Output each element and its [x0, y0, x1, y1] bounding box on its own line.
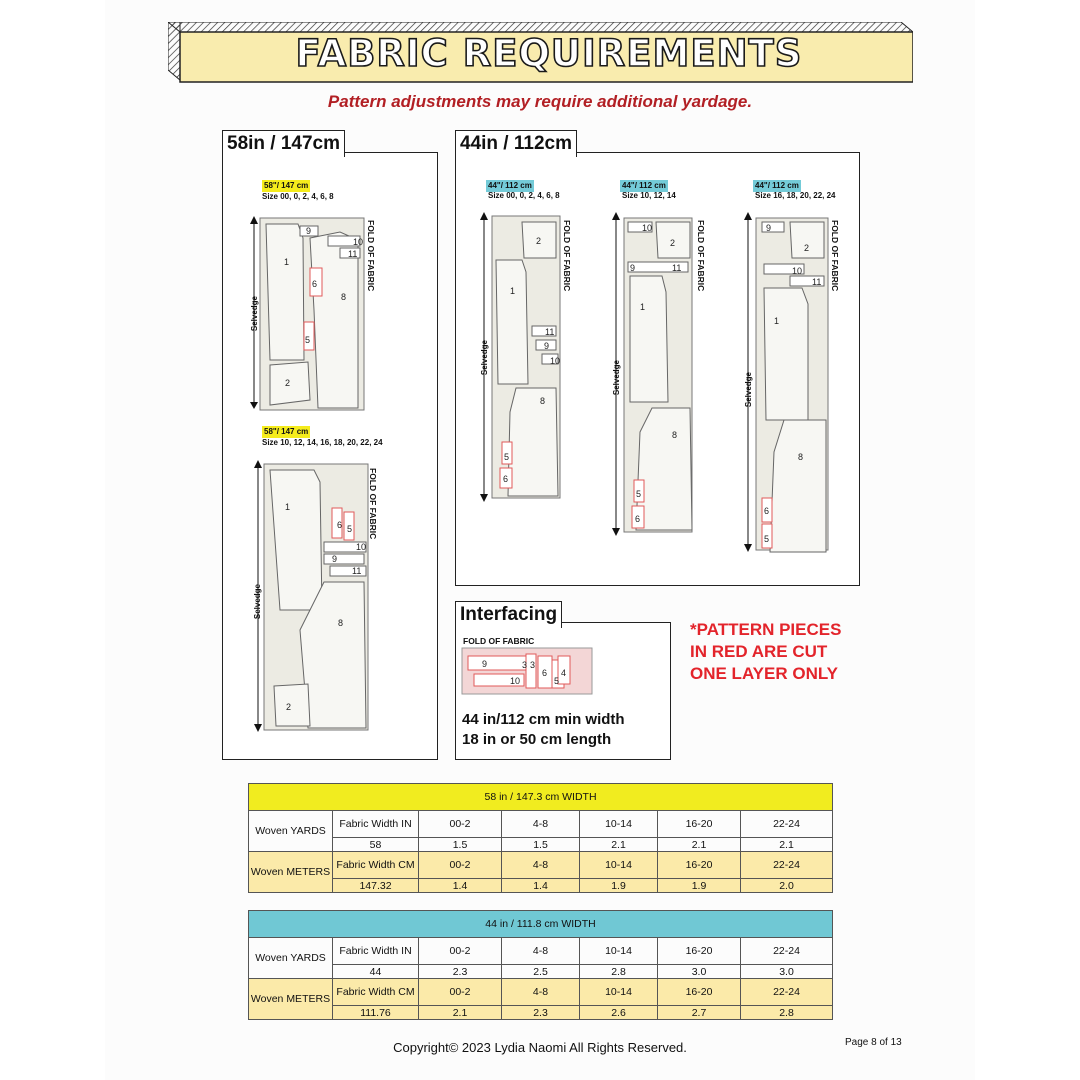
requirements-table-44in — [248, 910, 833, 1020]
size-tag: 44"/ 112 cm — [622, 181, 666, 190]
fabric-width-in-label: Fabric Width IN — [333, 811, 419, 838]
svg-text:11: 11 — [352, 566, 362, 576]
svg-text:10: 10 — [356, 542, 367, 552]
selvedge-label: Selvedge — [253, 584, 262, 620]
fold-label: FOLD OF FABRIC — [368, 468, 378, 540]
svg-text:6: 6 — [503, 474, 509, 484]
svg-text:6: 6 — [337, 520, 343, 530]
fabric-width-cm-label: Fabric Width CM — [333, 979, 419, 1006]
svg-text:8: 8 — [540, 396, 546, 406]
svg-text:8: 8 — [672, 430, 678, 440]
svg-text:2: 2 — [536, 236, 542, 246]
size-header: 16-20 — [658, 979, 741, 1006]
svg-text:11: 11 — [348, 249, 358, 259]
size-list: Size 10, 12, 14, 16, 18, 20, 22, 24 — [262, 438, 383, 447]
svg-text:5: 5 — [504, 452, 510, 462]
subtitle: Pattern adjustments may require additional yardage. — [327, 92, 753, 111]
interfacing-width: 44 in/112 cm min width — [462, 711, 625, 728]
fabric-width-in-label: Fabric Width IN — [333, 938, 419, 965]
svg-text:9: 9 — [630, 263, 636, 273]
svg-text:9: 9 — [766, 223, 772, 233]
svg-text:8: 8 — [341, 292, 347, 302]
svg-text:2: 2 — [804, 243, 810, 253]
cutting-layout-44-size2 — [612, 212, 697, 537]
svg-text:9: 9 — [544, 341, 550, 351]
row-label-meters: Woven METERS — [249, 852, 333, 893]
svg-text:4: 4 — [561, 668, 567, 678]
size-header: 16-20 — [658, 938, 741, 965]
size-header: 22-24 — [741, 979, 833, 1006]
yards-cell: 2.5 — [502, 965, 580, 979]
svg-text:11: 11 — [545, 327, 555, 337]
size-header: 16-20 — [658, 811, 741, 838]
svg-text:9: 9 — [306, 226, 312, 236]
page-title: FABRIC REQUIREMENTS — [295, 32, 803, 75]
size-tag: 58"/ 147 cm — [264, 427, 309, 436]
meters-cell: 2.6 — [580, 1006, 658, 1020]
meters-cell: 1.4 — [419, 879, 502, 893]
size-list: Size 00, 0, 2, 4, 6, 8 — [262, 192, 334, 201]
size-tag: 58"/ 147 cm — [264, 181, 309, 190]
selvedge-label: Selvedge — [744, 372, 753, 408]
svg-text:5: 5 — [347, 524, 353, 534]
cutting-layout-44-size3 — [744, 212, 832, 552]
fold-label: FOLD OF FABRIC — [366, 220, 376, 292]
requirements-table-58in — [248, 783, 833, 893]
red-pieces-note: *PATTERN PIECES IN RED ARE CUT ONE LAYER ONLY — [690, 620, 842, 683]
svg-text:10: 10 — [642, 223, 653, 233]
fold-label: FOLD OF FABRIC — [696, 220, 706, 292]
selvedge-label: Selvedge — [612, 360, 621, 396]
meters-cell: 1.9 — [580, 879, 658, 893]
svg-text:1: 1 — [640, 302, 646, 312]
size-header: 22-24 — [741, 938, 833, 965]
yards-cell: 2.1 — [580, 838, 658, 852]
page-number: Page 8 of 13 — [845, 1037, 902, 1048]
copyright: Copyright© 2023 Lydia Naomi All Rights Reserved. — [393, 1040, 687, 1055]
interfacing-layout — [460, 646, 595, 696]
svg-text:8: 8 — [798, 452, 804, 462]
size-header: 22-24 — [741, 852, 833, 879]
size-header: 22-24 — [741, 811, 833, 838]
svg-text:1: 1 — [774, 316, 780, 326]
yards-cell: 2.8 — [580, 965, 658, 979]
size-header: 10-14 — [580, 852, 658, 879]
svg-text:2: 2 — [286, 702, 292, 712]
svg-text:1: 1 — [285, 502, 291, 512]
size-header: 4-8 — [502, 852, 580, 879]
fabric-width-cm: 147.32 — [333, 879, 419, 893]
cutting-layout-44-size1 — [480, 212, 565, 502]
yards-cell: 2.3 — [419, 965, 502, 979]
meters-cell: 2.3 — [502, 1006, 580, 1020]
meters-cell: 2.7 — [658, 1006, 741, 1020]
svg-text:5: 5 — [764, 534, 770, 544]
size-header: 4-8 — [502, 811, 580, 838]
yards-cell: 3.0 — [741, 965, 833, 979]
svg-text:6: 6 — [764, 506, 770, 516]
svg-text:9: 9 — [482, 659, 488, 669]
size-header: 00-2 — [419, 811, 502, 838]
meters-cell: 1.9 — [658, 879, 741, 893]
svg-text:9: 9 — [332, 554, 338, 564]
meters-cell: 2.1 — [419, 1006, 502, 1020]
interfacing-length: 18 in or 50 cm length — [462, 731, 612, 748]
size-header: 00-2 — [419, 938, 502, 965]
size-list: Size 00, 0, 2, 4, 6, 8 — [488, 191, 560, 200]
fabric-width-cm-label: Fabric Width CM — [333, 852, 419, 879]
svg-text:6: 6 — [312, 279, 318, 289]
svg-text:8: 8 — [338, 618, 344, 628]
svg-text:2: 2 — [285, 378, 291, 388]
svg-text:1: 1 — [510, 286, 516, 296]
panel-44in-heading: 44in / 112cm — [455, 130, 577, 157]
panel-58in-heading: 58in / 147cm — [222, 130, 345, 157]
svg-text:11: 11 — [812, 277, 822, 287]
yards-cell: 2.1 — [741, 838, 833, 852]
size-tag: 44"/ 112 cm — [488, 181, 532, 190]
selvedge-label: Selvedge — [480, 340, 489, 376]
table-header: 58 in / 147.3 cm WIDTH — [249, 784, 833, 811]
fold-label: FOLD OF FABRIC — [830, 220, 840, 292]
size-header: 00-2 — [419, 979, 502, 1006]
size-header: 4-8 — [502, 938, 580, 965]
size-header: 10-14 — [580, 938, 658, 965]
size-list: Size 10, 12, 14 — [622, 191, 676, 200]
size-header: 4-8 — [502, 979, 580, 1006]
svg-text:5: 5 — [554, 676, 560, 686]
svg-text:11: 11 — [672, 263, 682, 273]
row-label-yards: Woven YARDS — [249, 811, 333, 852]
svg-text:10: 10 — [353, 237, 364, 247]
selvedge-label: Selvedge — [250, 296, 259, 332]
svg-text:1: 1 — [284, 257, 290, 267]
svg-text:3: 3 — [522, 660, 528, 670]
svg-text:10: 10 — [510, 676, 521, 686]
row-label-meters: Woven METERS — [249, 979, 333, 1020]
size-list: Size 16, 18, 20, 22, 24 — [755, 191, 836, 200]
yards-cell: 3.0 — [658, 965, 741, 979]
svg-text:6: 6 — [635, 514, 641, 524]
size-tag: 44"/ 112 cm — [755, 181, 799, 190]
interfacing-heading: Interfacing — [455, 601, 562, 628]
svg-text:10: 10 — [550, 356, 561, 366]
size-header: 00-2 — [419, 852, 502, 879]
cutting-layout-58-small — [248, 210, 368, 410]
size-header: 10-14 — [580, 811, 658, 838]
size-header: 16-20 — [658, 852, 741, 879]
cutting-layout-58-large — [252, 460, 370, 732]
table-header: 44 in / 111.8 cm WIDTH — [249, 911, 833, 938]
fold-label: FOLD OF FABRIC — [562, 220, 572, 292]
svg-text:3: 3 — [530, 660, 536, 670]
meters-cell: 2.0 — [741, 879, 833, 893]
svg-text:2: 2 — [670, 238, 676, 248]
meters-cell: 1.4 — [502, 879, 580, 893]
meters-cell: 2.8 — [741, 1006, 833, 1020]
svg-text:5: 5 — [636, 489, 642, 499]
svg-text:10: 10 — [792, 266, 803, 276]
row-label-yards: Woven YARDS — [249, 938, 333, 979]
title-banner — [168, 22, 913, 82]
yards-cell: 1.5 — [419, 838, 502, 852]
size-header: 10-14 — [580, 979, 658, 1006]
yards-cell: 1.5 — [502, 838, 580, 852]
svg-text:5: 5 — [305, 335, 311, 345]
fabric-width-in: 44 — [333, 965, 419, 979]
fabric-width-cm: 111.76 — [333, 1006, 419, 1020]
yards-cell: 2.1 — [658, 838, 741, 852]
interfacing-fold-label: FOLD OF FABRIC — [463, 636, 535, 646]
fabric-width-in: 58 — [333, 838, 419, 852]
svg-text:6: 6 — [542, 668, 548, 678]
